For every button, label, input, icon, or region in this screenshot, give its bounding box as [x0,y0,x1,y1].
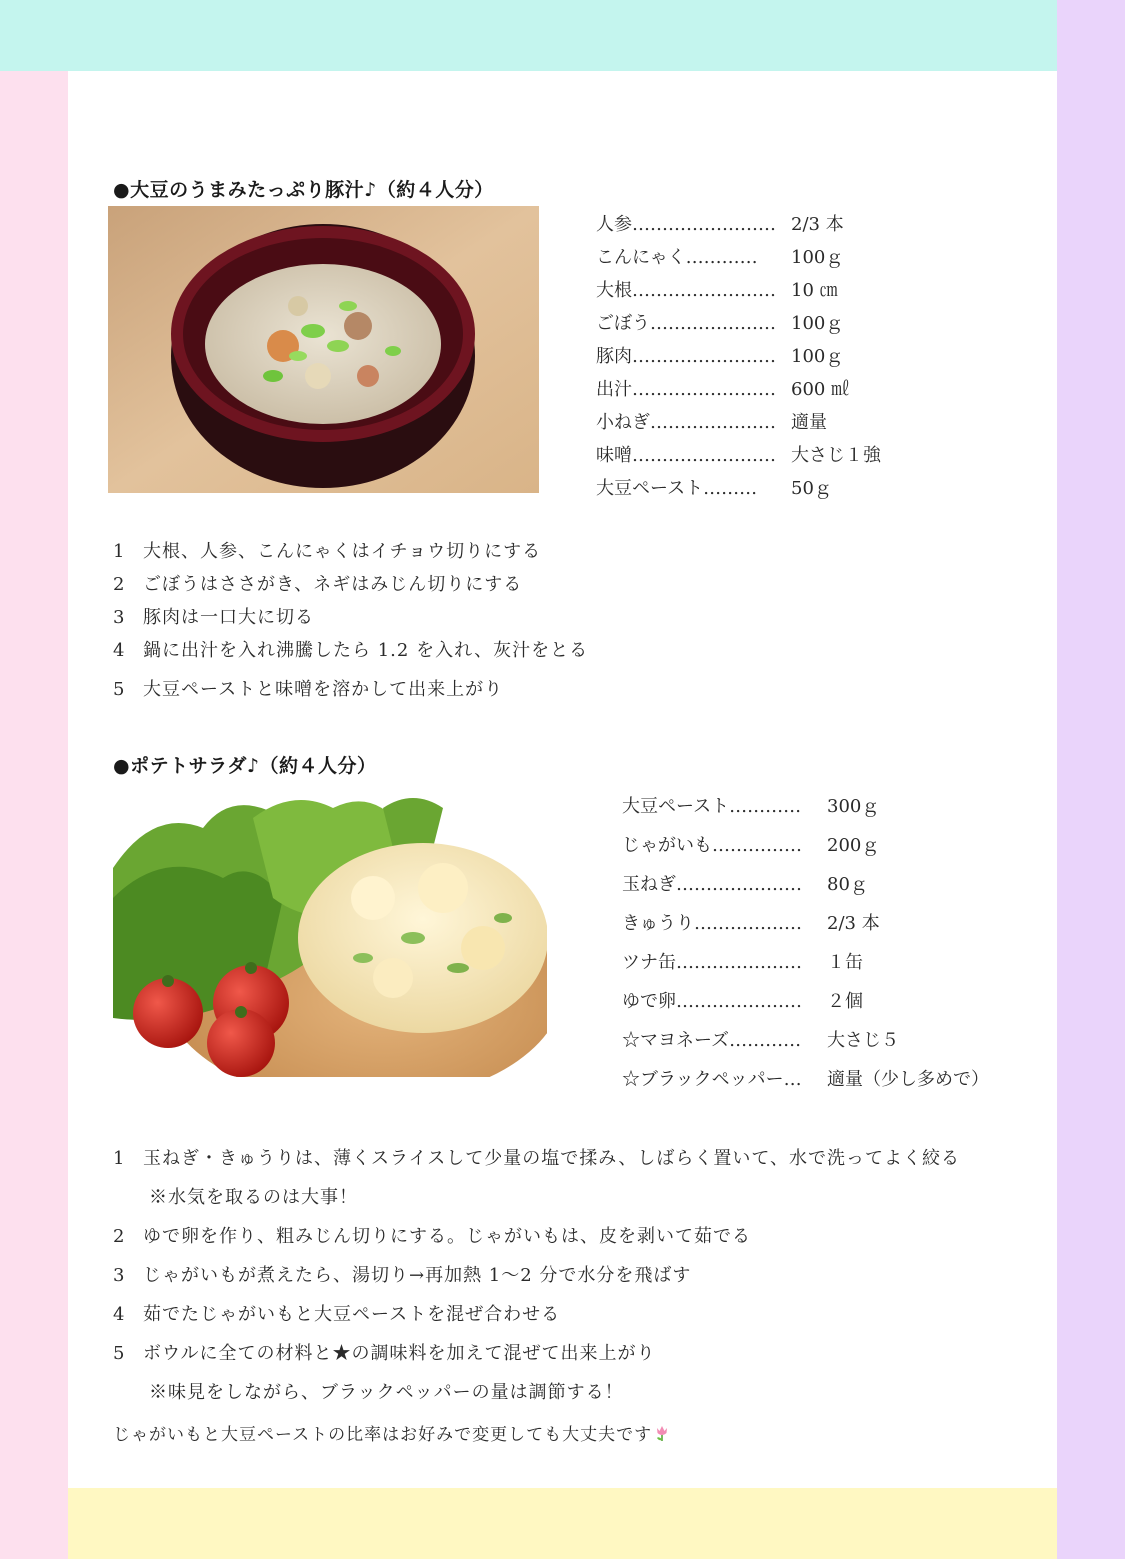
step-row: 3 じゃがいもが煮えたら、湯切り→再加熱 1～2 分で水分を飛ばす [113,1265,692,1286]
ingredient-row: こんにゃく………… 100ｇ [596,247,844,268]
ingredient-row: ☆ブラックペッパー… 適量（少し多めで） [622,1069,989,1090]
tonjiru-photo [108,206,539,493]
recipe2-title: ●ポテトサラダ♪（約４人分） [113,755,377,777]
ingredient-row: ごぼう………………… 100ｇ [596,313,844,334]
ingredient-row: ツナ缶………………… １缶 [622,952,863,973]
tulip-icon [654,1424,670,1447]
ingredient-row: 出汁…………………… 600 ㎖ [596,379,850,400]
potato-salad-photo [113,788,547,1077]
ingredient-row: きゅうり……………… 2/3 本 [622,913,880,934]
closing-text: じゃがいもと大豆ペーストの比率はお好みで変更しても大丈夫です [113,1425,653,1445]
recipe2-ingredients [622,792,1022,1102]
closing-note [113,1420,670,1447]
bottom-color-band [68,1488,1057,1559]
step-row: 5 大豆ペーストと味噌を溶かして出来上がり [113,679,504,700]
step-row: 4 茹でたじゃがいもと大豆ペーストを混ぜ合わせる [113,1304,561,1325]
ingredient-row: 豚肉…………………… 100ｇ [596,346,844,367]
step-note: ※水気を取るのは大事！ [149,1187,358,1208]
recipe1-ingredients [596,210,976,500]
top-color-band [0,0,1057,71]
ingredient-row: 味噌…………………… 大さじ１強 [596,445,881,466]
step-row: 3 豚肉は一口大に切る [113,607,314,628]
ingredient-row: じゃがいも…………… 200ｇ [622,835,880,856]
ingredient-row: ゆで卵………………… ２個 [622,991,863,1012]
step-row: 4 鍋に出汁を入れ沸騰したら 1.2 を入れ、灰汁をとる [113,640,589,661]
recipe1-steps [113,537,813,707]
step-row: 2 ごぼうはささがき、ネギはみじん切りにする [113,574,523,595]
step-row: 5 ボウルに全ての材料と★の調味料を加えて混ぜて出来上がり [113,1343,656,1364]
right-color-band [1057,0,1125,1559]
ingredient-row: 人参…………………… 2/3 本 [596,214,844,235]
ingredient-row: ☆マヨネーズ………… 大さじ５ [622,1030,899,1051]
recipe2-steps [113,1144,1033,1409]
step-row: 2 ゆで卵を作り、粗みじん切りにする。じゃがいもは、皮を剥いて茹でる [113,1226,751,1247]
step-note: ※味見をしながら、ブラックペッパーの量は調節する！ [149,1382,624,1403]
ingredient-row: 大豆ペースト………… 300ｇ [622,796,880,817]
recipe1-title: ●大豆のうまみたっぷり豚汁♪（約４人分） [113,179,494,201]
ingredient-row: 小ねぎ………………… 適量 [596,412,827,433]
ingredient-row: 大豆ペースト……… 50ｇ [596,478,832,499]
ingredient-row: 大根…………………… 10 ㎝ [596,280,838,301]
left-color-band [0,71,68,1559]
step-row: 1 玉ねぎ・きゅうりは、薄くスライスして少量の塩で揉み、しばらく置いて、水で洗ってよく絞る [113,1148,960,1169]
step-row: 1 大根、人参、こんにゃくはイチョウ切りにする [113,541,542,562]
ingredient-row: 玉ねぎ………………… 80ｇ [622,874,868,895]
